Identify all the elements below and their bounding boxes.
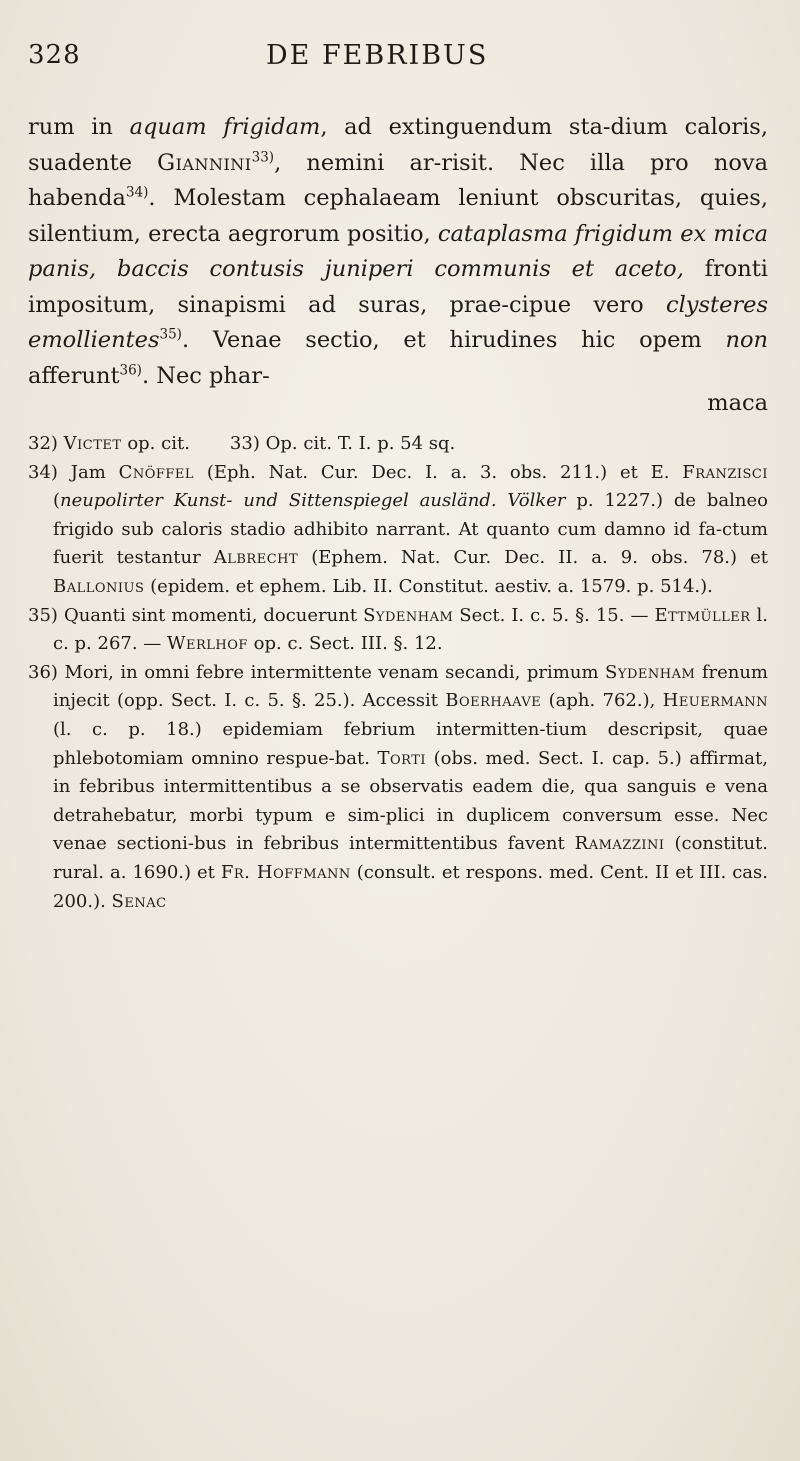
footnote-32-33: 32) Victet op. cit. 33) Op. cit. T. I. p. 54 sq. [28,433,456,454]
footnote-34: 34) Jam Cnöffel (Eph. Nat. Cur. Dec. I. a. 3. obs. 211.) et E. Franzisci (neupolirter Kunst- und Sittenspiegel ausländ. Völker p. 1227.) de balneo frigido sub caloris stadio adhibito narrant. At quanto cum damno id fa-ctum fuerit testantur Albrecht (Ephem. Nat. Cur. Dec. II. a. 9. obs. 78.) et Ballonius (epidem. et ephem. Lib. II. Constitut. aestiv. a. 1579. p. 514.). [28,461,769,597]
footnotes [28,430,768,916]
footnote-ref: 33) [251,149,275,165]
author-name: Giannini [157,149,252,176]
footnote-36: 36) Mori, in omni febre intermittente venam secandi, primum Sydenham frenum injecit (opp. Sect. I. c. 5. §. 25.). Accessit Boerhaave (aph. 762.), Heuermann (l. c. p. 18.) epidemiam febrium intermitten-tium descripsit, quae phlebotomiam omnino respue-bat. Torti (obs. med. Sect. I. cap. 5.) affirmat, in febribus intermittentibus a se observatis eadem die, qua sanguis e vena detrahebatur, morbi typum e sim-plici in duplicem conversum esse. Nec venae sectioni-bus in febribus intermittentibus favent Ramazzini (constitut. rural. a. 1690.) et Fr. Hoffmann (consult. et respons. med. Cent. II et III. cas. 200.). Senac [28,661,769,912]
footnote-ref: 36) [119,362,142,378]
page-header [28,40,760,80]
main-text [28,110,768,394]
page-number: 328 [28,40,81,70]
footnote-35: 35) Quanti sint momenti, docuerunt Sydenham Sect. I. c. 5. §. 15. — Ettmüller l. c. p. 267. — Werlhof op. c. Sect. III. §. 12. [28,604,768,655]
running-head: DE FEBRIBUS [266,40,489,71]
catchword: maca [707,390,768,416]
main-paragraph: rum in aquam frigidam, ad extinguendum sta-dium caloris, suadente Giannini$^{33)}$, nemini ar-risit. Nec illa pro nova habenda$^{34)}$. Molestam cephalaeam leniunt obscuritas, quies, silentium, erecta aegrorum positio, cataplasma frigidum ex mica panis, baccis contusis juniperi communis et aceto, fronti impositum, sinapismi ad suras, prae-cipue vero clysteres emollientes$^{35)}$. Venae sectio, et hirudines hic opem non afferunt$^{36)}$. Nec phar- [28,114,768,389]
footnote-ref: 35) [159,326,182,343]
footnote-ref: 34) [125,184,149,201]
